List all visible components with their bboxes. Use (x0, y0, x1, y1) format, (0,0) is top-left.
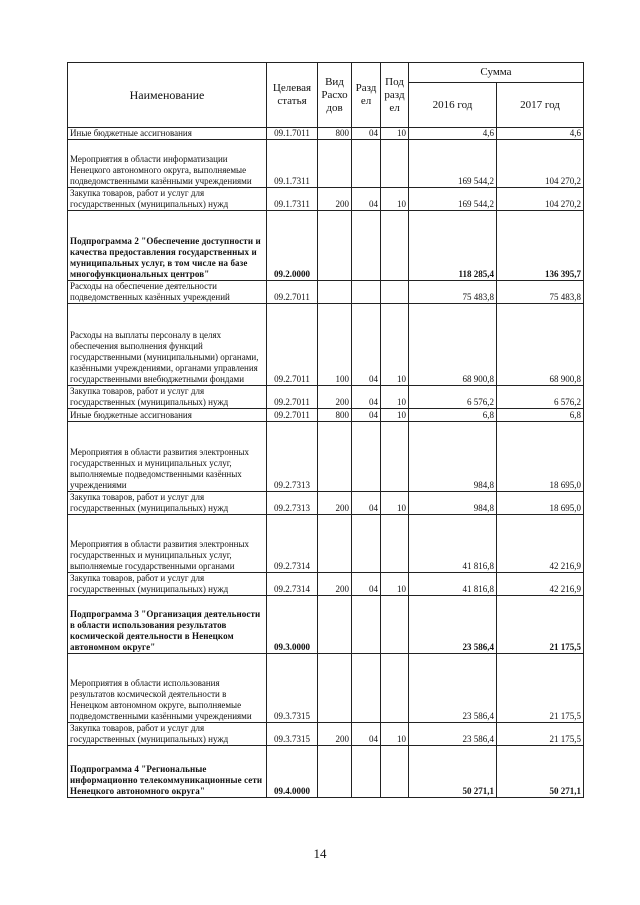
row-name: Закупка товаров, работ и услуг для государственных (муниципальных) нужд (68, 386, 267, 409)
row-section (352, 596, 381, 654)
row-section (352, 140, 381, 188)
row-code: 09.2.7011 (267, 304, 318, 386)
row-value-2017: 50 271,1 (497, 746, 584, 798)
table-row (68, 573, 584, 596)
row-value-2016: 118 285,4 (409, 211, 497, 281)
header-code: Целевая статья (267, 63, 318, 128)
row-subsection (381, 211, 409, 281)
row-subsection (381, 281, 409, 304)
row-name: Мероприятия в области использования результатов космической деятельности в Ненецком автономном округе, выполняемые подведомственными казёнными учреждениями (68, 654, 267, 723)
table-row (68, 128, 584, 140)
row-subsection: 10 (381, 492, 409, 515)
row-value-2017: 104 270,2 (497, 188, 584, 211)
row-type: 800 (318, 409, 352, 422)
row-value-2017: 18 695,0 (497, 422, 584, 492)
row-value-2017: 21 175,5 (497, 723, 584, 746)
row-name: Закупка товаров, работ и услуг для государственных (муниципальных) нужд (68, 188, 267, 211)
row-type: 200 (318, 492, 352, 515)
row-value-2017: 68 900,8 (497, 304, 584, 386)
table-row (68, 723, 584, 746)
row-code: 09.2.7011 (267, 409, 318, 422)
row-name: Подпрограмма 3 "Организация деятельности в области использования результатов космической деятельности в Ненецком автономном округе" (68, 596, 267, 654)
row-name: Подпрограмма 4 "Региональные информационно телекоммуникационные сети Ненецкого автономного округа" (68, 746, 267, 798)
row-code: 09.3.0000 (267, 596, 318, 654)
row-section: 04 (352, 492, 381, 515)
page-number: 14 (313, 846, 327, 861)
row-code: 09.3.7315 (267, 723, 318, 746)
header-subsection: Под разд ел (381, 63, 409, 128)
row-type: 800 (318, 128, 352, 140)
row-name: Иные бюджетные ассигнования (68, 128, 267, 140)
row-code: 09.1.7011 (267, 128, 318, 140)
table-row-subprogram (68, 746, 584, 798)
row-code: 09.2.7314 (267, 515, 318, 573)
row-name: Подпрограмма 2 "Обеспечение доступности и качества предоставления государственных и муниципальных услуг, в том числе на базе многофункциональных центров" (68, 211, 267, 281)
row-value-2016: 169 544,2 (409, 188, 497, 211)
row-section: 04 (352, 723, 381, 746)
row-type: 200 (318, 188, 352, 211)
row-section: 04 (352, 409, 381, 422)
row-type (318, 746, 352, 798)
row-value-2017: 75 483,8 (497, 281, 584, 304)
row-type (318, 515, 352, 573)
row-subsection (381, 654, 409, 723)
row-value-2017: 6 576,2 (497, 386, 584, 409)
row-name: Мероприятия в области развития электронных государственных и муниципальных услуг, выполняемые государственными органами (68, 515, 267, 573)
row-value-2016: 41 816,8 (409, 515, 497, 573)
row-section (352, 281, 381, 304)
row-section (352, 211, 381, 281)
row-name: Закупка товаров, работ и услуг для государственных (муниципальных) нужд (68, 573, 267, 596)
row-value-2016: 23 586,4 (409, 596, 497, 654)
row-value-2016: 68 900,8 (409, 304, 497, 386)
row-name: Мероприятия в области информатизации Ненецкого автономного округа, выполняемые подведомственными казёнными учреждениями (68, 140, 267, 188)
row-subsection: 10 (381, 128, 409, 140)
row-value-2016: 23 586,4 (409, 654, 497, 723)
row-code: 09.2.7011 (267, 386, 318, 409)
row-code: 09.2.0000 (267, 211, 318, 281)
header-year-2016: 2016 год (409, 83, 497, 128)
row-name: Иные бюджетные ассигнования (68, 409, 267, 422)
header-section: Разд ел (352, 63, 381, 128)
row-name: Мероприятия в области развития электронных государственных и муниципальных услуг, выполняемые подведомственными казённых учреждениями (68, 422, 267, 492)
row-section (352, 422, 381, 492)
header-year-2017: 2017 год (497, 83, 584, 128)
row-section: 04 (352, 386, 381, 409)
row-code: 09.4.0000 (267, 746, 318, 798)
row-section: 04 (352, 128, 381, 140)
row-value-2017: 42 216,9 (497, 573, 584, 596)
table-row-subprogram (68, 211, 584, 281)
row-value-2017: 6,8 (497, 409, 584, 422)
row-value-2017: 18 695,0 (497, 492, 584, 515)
row-type: 200 (318, 723, 352, 746)
row-value-2016: 984,8 (409, 492, 497, 515)
row-type: 100 (318, 304, 352, 386)
row-subsection: 10 (381, 386, 409, 409)
row-value-2016: 41 816,8 (409, 573, 497, 596)
row-value-2016: 50 271,1 (409, 746, 497, 798)
row-subsection (381, 746, 409, 798)
table-row (68, 654, 584, 723)
table-row (68, 140, 584, 188)
row-subsection: 10 (381, 409, 409, 422)
row-type: 200 (318, 386, 352, 409)
budget-table (67, 62, 584, 798)
row-name: Закупка товаров, работ и услуг для государственных (муниципальных) нужд (68, 492, 267, 515)
row-value-2016: 6 576,2 (409, 386, 497, 409)
row-section: 04 (352, 188, 381, 211)
row-code: 09.2.7313 (267, 422, 318, 492)
row-value-2017: 42 216,9 (497, 515, 584, 573)
table-row (68, 422, 584, 492)
row-subsection (381, 422, 409, 492)
table-row-subprogram (68, 596, 584, 654)
row-value-2016: 4,6 (409, 128, 497, 140)
row-value-2016: 984,8 (409, 422, 497, 492)
row-value-2017: 104 270,2 (497, 140, 584, 188)
row-value-2016: 6,8 (409, 409, 497, 422)
row-section (352, 746, 381, 798)
row-value-2017: 136 395,7 (497, 211, 584, 281)
row-value-2016: 169 544,2 (409, 140, 497, 188)
header-sum: Сумма (409, 63, 584, 83)
row-type: 200 (318, 573, 352, 596)
table-row (68, 409, 584, 422)
header-type: Вид Расхо дов (318, 63, 352, 128)
table-row (68, 188, 584, 211)
row-value-2016: 23 586,4 (409, 723, 497, 746)
row-code: 09.2.7313 (267, 492, 318, 515)
row-type (318, 422, 352, 492)
row-subsection: 10 (381, 723, 409, 746)
row-name: Закупка товаров, работ и услуг для государственных (муниципальных) нужд (68, 723, 267, 746)
row-code: 09.3.7315 (267, 654, 318, 723)
row-code: 09.1.7311 (267, 140, 318, 188)
row-type (318, 654, 352, 723)
row-value-2017: 21 175,5 (497, 654, 584, 723)
row-section: 04 (352, 304, 381, 386)
row-subsection: 10 (381, 188, 409, 211)
row-name: Расходы на выплаты персоналу в целях обеспечения выполнения функций государственными (муниципальными) органами, казёнными учреждениями, органами управления государственными внебюджетными фондами (68, 304, 267, 386)
row-code: 09.2.7011 (267, 281, 318, 304)
table-row (68, 386, 584, 409)
row-section: 04 (352, 573, 381, 596)
row-code: 09.2.7314 (267, 573, 318, 596)
row-value-2017: 4,6 (497, 128, 584, 140)
row-name: Расходы на обеспечение деятельности подведомственных казённых учреждений (68, 281, 267, 304)
table-row (68, 492, 584, 515)
row-subsection (381, 515, 409, 573)
row-subsection (381, 140, 409, 188)
header-name: Наименование (68, 63, 267, 128)
row-subsection: 10 (381, 573, 409, 596)
table-row (68, 515, 584, 573)
row-type (318, 281, 352, 304)
row-type (318, 140, 352, 188)
row-type (318, 596, 352, 654)
row-section (352, 654, 381, 723)
row-subsection (381, 596, 409, 654)
table-row (68, 281, 584, 304)
table-row (68, 304, 584, 386)
row-value-2017: 21 175,5 (497, 596, 584, 654)
table-body (68, 128, 584, 798)
row-type (318, 211, 352, 281)
row-value-2016: 75 483,8 (409, 281, 497, 304)
row-section (352, 515, 381, 573)
row-code: 09.1.7311 (267, 188, 318, 211)
row-subsection: 10 (381, 304, 409, 386)
